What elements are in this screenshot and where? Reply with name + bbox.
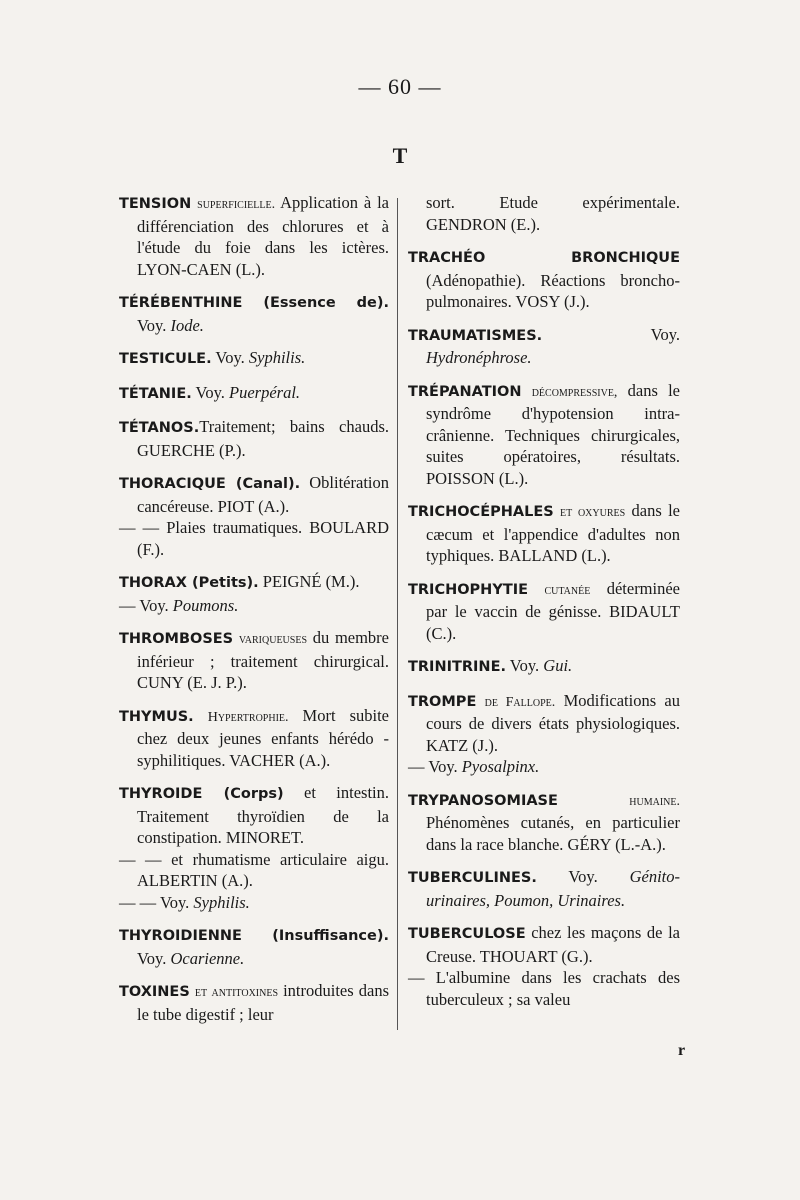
index-entry-thymus (119, 705, 389, 772)
headword: THYROIDIENNE (Insuffisance). (119, 928, 389, 944)
entry-text: introduites dans le tube digestif ; leur (137, 981, 390, 1024)
headword: THYROIDE (Corps) (119, 786, 284, 802)
entry-text: du membre inférieur ; traitement chirurgical. CUNY (E. J. P.). (137, 628, 390, 692)
cross-reference: Pyosalpinx. (461, 757, 540, 776)
headword: TRYPANOSOMIASE (408, 792, 558, 809)
entry-text: (Adénopathie). Réactions broncho-pulmonaires. VOSY (J.). (426, 270, 680, 311)
cross-reference: Hydronéphrose. (426, 348, 532, 367)
sub-entry (119, 595, 389, 617)
index-entry-tension (119, 192, 389, 280)
sub-entry-text: — — Voy. (119, 892, 194, 912)
section-letter: T (392, 143, 408, 168)
headword: TENSION (119, 196, 192, 212)
headword: TRICHOCÉPHALES (408, 504, 554, 520)
sub-entry-text: — Voy. (119, 595, 173, 615)
qualifier: et oxyures (560, 505, 626, 520)
index-entry-trichocephales (408, 500, 680, 567)
headword: TROMPE (408, 693, 477, 710)
sub-entry: — L'albumine dans les crachats des tuberculeux ; sa valeu (408, 968, 680, 1009)
qualifier: variqueuses (238, 632, 308, 647)
headword: TRACHÉO BRONCHIQUE (408, 250, 680, 266)
continued-entry (408, 192, 680, 235)
sub-entry-text: — Voy. (408, 757, 462, 776)
cross-reference: Puerpéral. (229, 382, 301, 402)
headword: TESTICULE. (119, 351, 212, 367)
entry-text: Voy. (191, 382, 230, 402)
index-entry-tetanos (119, 416, 389, 461)
entry-text: Mort subite chez deux jeunes enfants hérédo - syphilitiques. VACHER (A.). (137, 705, 389, 770)
sub-entry: — — Plaies traumatiques. BOULARD (F.). (119, 518, 389, 559)
index-entry-trichophytie (408, 578, 680, 645)
headword: TRINITRINE. (408, 659, 506, 675)
qualifier: superficielle. (197, 197, 276, 212)
headword: THROMBOSES (119, 631, 234, 647)
entry-text: dans le syndrôme d'hypotension intra-crânienne. Techniques chirurgicales, suites opératoires, résultats. POISSON (L.). (426, 380, 681, 488)
cross-reference: Iode. (170, 315, 204, 335)
index-entry-tracheo-bronchique (408, 246, 680, 313)
headword: TRICHOPHYTIE (408, 581, 529, 598)
headword: TUBERCULINES. (408, 870, 537, 886)
entry-text: Voy. (505, 656, 544, 675)
entry-text: Voy. (137, 315, 171, 335)
sub-entry (408, 756, 680, 778)
page-number: — 60 — (358, 74, 442, 99)
headword: TÉRÉBENTHINE (Essence de). (119, 295, 389, 311)
entry-text: Voy. (137, 948, 171, 968)
qualifier: décompressive, (531, 384, 618, 400)
entry-text: chez les maçons de la Creuse. THOUART (G.). (426, 923, 680, 966)
index-entry-trompe (408, 690, 680, 778)
headword: THORACIQUE (Canal). (119, 476, 301, 492)
entry-text: Traitement; bains chauds. GUERCHE (P.). (137, 417, 389, 460)
entry-text: et intestin. Traitement thyroïdien de la constipation. MINORET. (137, 783, 389, 847)
entry-text: Voy. (542, 324, 680, 344)
cross-reference: Syphilis. (193, 892, 250, 912)
entry-text: Voy. (536, 867, 630, 886)
sub-entry: — — et rhumatisme articulaire aigu. ALBERTIN (A.). (119, 849, 389, 890)
index-entry-tuberculose (408, 922, 680, 1010)
index-entry-trypanosomiase (408, 789, 680, 856)
headword: TÉTANIE. (119, 385, 192, 402)
entry-text: sort. Etude expérimentale. GENDRON (E.). (426, 193, 680, 234)
entry-text: déterminée par le vaccin de génisse. BIDAULT (C.). (426, 578, 681, 643)
index-entry-trinitrine (408, 655, 680, 679)
index-entry-toxines (119, 980, 389, 1025)
entry-text: Oblitération cancéreuse. PIOT (A.). (137, 473, 389, 516)
index-entry-tuberculines (408, 866, 680, 911)
cross-reference: Syphilis. (248, 348, 306, 367)
qualifier: et antitoxines (194, 985, 279, 1000)
index-entry-terebenthine (119, 291, 389, 336)
cross-reference: Génito-urinaires, Poumon, Urinaires. (426, 867, 680, 910)
column-divider (397, 198, 398, 1030)
index-entry-testicule (119, 347, 389, 371)
headword: TÉTANOS. (119, 420, 200, 436)
index-entry-thromboses (119, 627, 389, 694)
index-entry-thyroidienne (119, 924, 389, 969)
cross-reference: Poumons. (172, 595, 239, 615)
right-column (408, 192, 680, 1010)
headword: TUBERCULOSE (408, 926, 526, 942)
qualifier: humaine. (629, 793, 680, 809)
headword: TRAUMATISMES. (408, 327, 543, 344)
index-entry-thoracique (119, 472, 389, 560)
qualifier: de Fallope. (484, 694, 556, 710)
index-entry-thorax (119, 571, 389, 616)
entry-text: Voy. (211, 348, 249, 367)
entry-text: dans le cæcum et l'appendice d'adultes non typhiques. BALLAND (L.). (426, 501, 681, 565)
index-entry-thyroide (119, 782, 389, 913)
headword: THYMUS. (119, 708, 194, 725)
cross-reference: Ocarienne. (170, 948, 245, 968)
qualifier: Hypertrophie. (207, 709, 289, 725)
headword: TRÉPANATION (408, 383, 522, 400)
sub-entry (119, 892, 389, 914)
entry-text: Phénomènes cutanés, en particulier dans la race blanche. GÉRY (L.-A.). (426, 813, 680, 854)
cross-reference: Gui. (543, 656, 573, 675)
qualifier: cutanée (544, 582, 591, 598)
headword: THORAX (Petits). (119, 575, 259, 591)
headword: TOXINES (119, 984, 190, 1000)
left-column (119, 192, 389, 1036)
catchword: r (678, 1042, 686, 1059)
entry-text: PEIGNÉ (M.). (258, 572, 360, 591)
index-entry-trepanation (408, 380, 680, 490)
index-entry-tetanie (119, 382, 389, 406)
entry-text: Application à la différenciation des chlorures et à l'étude du foie dans les ictères. LYON-CAEN (L.). (137, 193, 389, 279)
index-entry-traumatismes (408, 324, 680, 369)
entry-text: Modifications au cours de divers états physiologiques. KATZ (J.). (426, 690, 681, 755)
